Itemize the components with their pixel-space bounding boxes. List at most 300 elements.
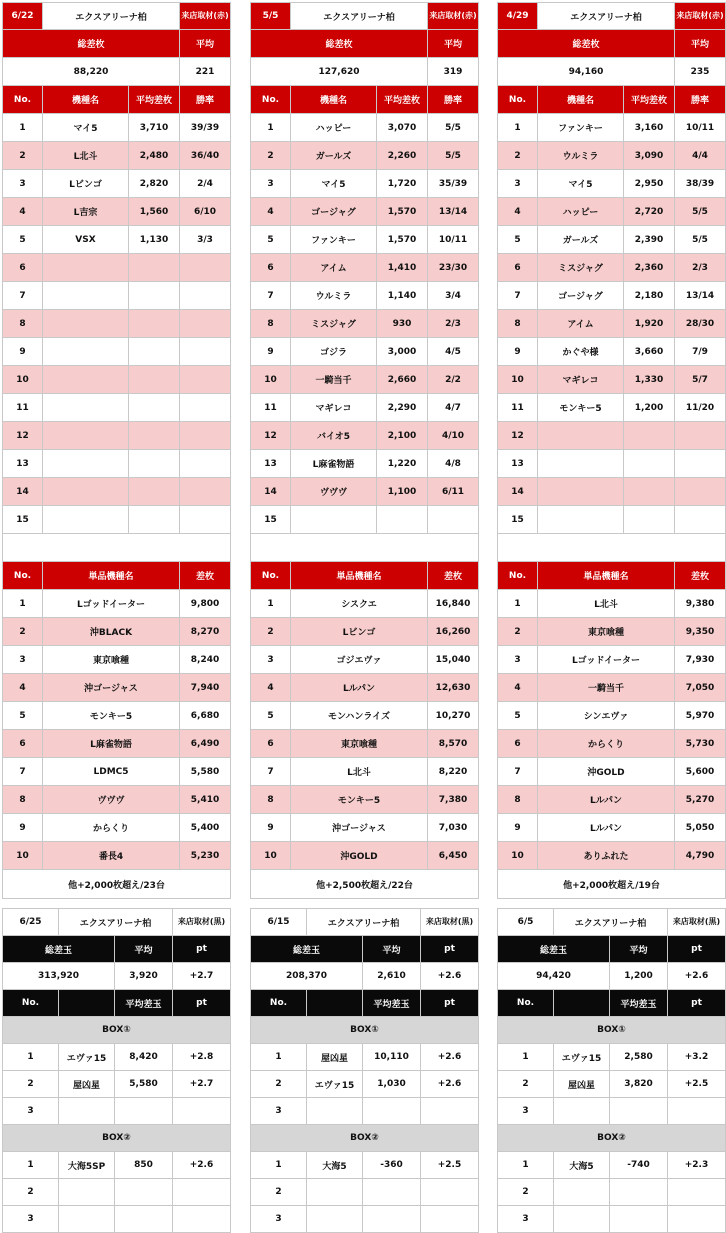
- avg-diff: [363, 1098, 421, 1125]
- machine-name: Lゴッドイーター: [43, 590, 180, 618]
- summary-header-row: [498, 30, 726, 58]
- summary-row: [251, 963, 479, 990]
- rank-no: 1: [251, 1152, 307, 1179]
- machine-row: [251, 506, 479, 534]
- diff-value: 6,490: [180, 730, 231, 758]
- pt-value: +2.5: [421, 1152, 479, 1179]
- total-diff-value: 208,370: [251, 963, 363, 990]
- report-date: 6/5: [498, 909, 554, 936]
- machine-row: [498, 338, 726, 366]
- column-header: No.: [498, 990, 554, 1017]
- avg-diff: [115, 1098, 173, 1125]
- column-header: 単品機種名: [291, 562, 428, 590]
- rank-no: 9: [498, 814, 538, 842]
- column-header-row: [251, 86, 479, 114]
- rank-no: 10: [498, 366, 538, 394]
- diff-value: 12,630: [428, 674, 479, 702]
- machine-name: ありふれた: [538, 842, 675, 870]
- avg-header: 平均: [675, 30, 726, 58]
- single-machine-row: [251, 590, 479, 618]
- rank-no: 8: [251, 310, 291, 338]
- avg-diff: [129, 450, 180, 478]
- machine-row: [251, 310, 479, 338]
- machine-row: [498, 226, 726, 254]
- column-header: No.: [3, 86, 43, 114]
- machine-name: バイオ5: [291, 422, 377, 450]
- rank-no: 7: [251, 758, 291, 786]
- machine-row: [251, 366, 479, 394]
- machine-name: LDMC5: [43, 758, 180, 786]
- column-header: 平均差玉: [610, 990, 668, 1017]
- machine-name: L北斗: [291, 758, 428, 786]
- machine-name: [59, 1098, 115, 1125]
- rank-no: 4: [498, 674, 538, 702]
- avg-diff: 1,140: [377, 282, 428, 310]
- rank-no: 6: [3, 254, 43, 282]
- machine-name: シスクエ: [291, 590, 428, 618]
- win-rate: 10/11: [428, 226, 479, 254]
- machine-name: [43, 310, 129, 338]
- machine-name: からくり: [538, 730, 675, 758]
- machine-name: [43, 366, 129, 394]
- total-diff-value: 94,420: [498, 963, 610, 990]
- total-diff-value: 313,920: [3, 963, 115, 990]
- rank-no: 4: [3, 674, 43, 702]
- machine-name: ファンキー: [291, 226, 377, 254]
- avg-diff: 3,090: [624, 142, 675, 170]
- pt-value: +2.6: [421, 1044, 479, 1071]
- spacer: [251, 534, 479, 562]
- machine-name: ハッピー: [291, 114, 377, 142]
- single-header-row: [251, 562, 479, 590]
- total-diff-header: 総差玉: [251, 936, 363, 963]
- diff-value: 9,380: [675, 590, 726, 618]
- column-header: 差枚: [675, 562, 726, 590]
- rank-no: 14: [3, 478, 43, 506]
- rank-no: 3: [498, 1206, 554, 1233]
- machine-name: 東京喰種: [538, 618, 675, 646]
- box-row: [3, 1071, 231, 1098]
- machine-name: [291, 506, 377, 534]
- rank-no: 9: [251, 338, 291, 366]
- rank-no: 3: [3, 646, 43, 674]
- column-header: [59, 990, 115, 1017]
- rank-no: 13: [251, 450, 291, 478]
- machine-name: ウルミラ: [291, 282, 377, 310]
- rank-no: 3: [498, 170, 538, 198]
- machine-row: [3, 506, 231, 534]
- diff-value: 15,040: [428, 646, 479, 674]
- avg-diff: [129, 282, 180, 310]
- pt-value: [668, 1206, 726, 1233]
- machine-row: [498, 310, 726, 338]
- single-machine-row: [251, 618, 479, 646]
- rank-no: 5: [251, 226, 291, 254]
- column-header: 平均差枚: [377, 86, 428, 114]
- box-row: [3, 1152, 231, 1179]
- machine-name: [43, 282, 129, 310]
- summary-row: [498, 963, 726, 990]
- machine-row: [3, 282, 231, 310]
- machine-name: 屋凶星: [554, 1071, 610, 1098]
- diff-value: 7,380: [428, 786, 479, 814]
- single-machine-row: [3, 702, 231, 730]
- coverage-badge: 来店取材(赤): [428, 3, 479, 30]
- store-name: エクスアリーナ柏: [291, 3, 428, 30]
- machine-name: [554, 1179, 610, 1206]
- machine-row: [498, 422, 726, 450]
- total-diff-header: 総差玉: [3, 936, 115, 963]
- spacer: [3, 534, 231, 562]
- rank-no: 3: [3, 1098, 59, 1125]
- single-machine-row: [3, 786, 231, 814]
- rank-no: 11: [498, 394, 538, 422]
- rank-no: 2: [251, 618, 291, 646]
- box-row: [3, 1098, 231, 1125]
- rank-no: 4: [3, 198, 43, 226]
- diff-value: 4,790: [675, 842, 726, 870]
- avg-diff: 1,560: [129, 198, 180, 226]
- total-diff-header: 総差玉: [498, 936, 610, 963]
- diff-value: 10,270: [428, 702, 479, 730]
- machine-row: [251, 226, 479, 254]
- machine-name: Lルパン: [291, 674, 428, 702]
- rank-no: 3: [251, 646, 291, 674]
- box-header-row: [498, 1125, 726, 1152]
- machine-row: [251, 254, 479, 282]
- machine-name: 屋凶星: [59, 1071, 115, 1098]
- column-header: 勝率: [428, 86, 479, 114]
- total-diff-header: 総差枚: [498, 30, 675, 58]
- avg-diff: [129, 338, 180, 366]
- win-rate: [675, 422, 726, 450]
- column-header: 機種名: [291, 86, 377, 114]
- win-rate: [428, 506, 479, 534]
- box-panel-2: [250, 908, 478, 1233]
- diff-value: 5,410: [180, 786, 231, 814]
- machine-row: [251, 450, 479, 478]
- rank-no: 10: [3, 366, 43, 394]
- pt-value: +2.6: [421, 1071, 479, 1098]
- coverage-badge: 来店取材(黒): [173, 909, 231, 936]
- total-diff-value: 127,620: [251, 58, 428, 86]
- column-header-row: [498, 990, 726, 1017]
- footer-note: 他+2,000枚超え/19台: [498, 870, 726, 899]
- win-rate: 4/10: [428, 422, 479, 450]
- machine-name: [538, 506, 624, 534]
- column-header: pt: [421, 990, 479, 1017]
- win-rate: [180, 450, 231, 478]
- summary-row: [251, 58, 479, 86]
- machine-row: [251, 338, 479, 366]
- pt-value: [173, 1179, 231, 1206]
- machine-name: Lルパン: [538, 814, 675, 842]
- pt-value: +2.5: [668, 1071, 726, 1098]
- avg-diff: 1,220: [377, 450, 428, 478]
- rank-no: 1: [251, 114, 291, 142]
- machine-name: モンキー5: [43, 702, 180, 730]
- win-rate: 5/7: [675, 366, 726, 394]
- machine-name: 沖ゴージャス: [291, 814, 428, 842]
- pt-value: +2.6: [668, 963, 726, 990]
- avg-diff: 1,130: [129, 226, 180, 254]
- report-date: 4/29: [498, 3, 538, 30]
- machine-name: エヴァ15: [307, 1071, 363, 1098]
- machine-name: [59, 1179, 115, 1206]
- machine-row: [251, 114, 479, 142]
- machine-row: [3, 394, 231, 422]
- pt-value: [421, 1179, 479, 1206]
- diff-value: 7,050: [675, 674, 726, 702]
- rank-no: 10: [251, 842, 291, 870]
- rank-no: 2: [498, 618, 538, 646]
- coverage-badge: 来店取材(赤): [675, 3, 726, 30]
- avg-diff: -740: [610, 1152, 668, 1179]
- avg-diff: 1,570: [377, 198, 428, 226]
- footer-row: [251, 870, 479, 899]
- box-header-row: [498, 1017, 726, 1044]
- pt-value: [421, 1098, 479, 1125]
- column-header: No.: [251, 562, 291, 590]
- total-diff-header: 総差枚: [251, 30, 428, 58]
- machine-row: [498, 198, 726, 226]
- rank-no: 5: [3, 702, 43, 730]
- column-header: 機種名: [538, 86, 624, 114]
- machine-name: アイム: [291, 254, 377, 282]
- avg-diff: [129, 310, 180, 338]
- avg-diff: [115, 1206, 173, 1233]
- box-row: [498, 1098, 726, 1125]
- win-rate: 13/14: [675, 282, 726, 310]
- column-header: 平均差枚: [624, 86, 675, 114]
- total-diff-value: 94,160: [498, 58, 675, 86]
- pt-value: [668, 1098, 726, 1125]
- single-machine-row: [498, 702, 726, 730]
- total-diff-value: 88,220: [3, 58, 180, 86]
- single-machine-row: [251, 702, 479, 730]
- avg-diff: [129, 422, 180, 450]
- machine-name: マイ5: [43, 114, 129, 142]
- box-row: [251, 1152, 479, 1179]
- machine-name: Lルパン: [538, 786, 675, 814]
- avg-diff: [377, 506, 428, 534]
- single-header-row: [498, 562, 726, 590]
- box-header-row: [251, 1017, 479, 1044]
- box-row: [3, 1044, 231, 1071]
- pt-value: +2.7: [173, 1071, 231, 1098]
- machine-name: 大海5SP: [59, 1152, 115, 1179]
- avg-diff: 10,110: [363, 1044, 421, 1071]
- summary-row: [498, 58, 726, 86]
- machine-name: ミスジャグ: [291, 310, 377, 338]
- pt-value: +2.6: [421, 963, 479, 990]
- machine-name: ファンキー: [538, 114, 624, 142]
- avg-diff: 2,390: [624, 226, 675, 254]
- machine-name: マイ5: [538, 170, 624, 198]
- diff-value: 16,260: [428, 618, 479, 646]
- machine-name: [43, 254, 129, 282]
- diff-value: 5,970: [675, 702, 726, 730]
- avg-diff: [624, 450, 675, 478]
- rank-no: 10: [498, 842, 538, 870]
- rank-no: 11: [251, 394, 291, 422]
- win-rate: 38/39: [675, 170, 726, 198]
- box-table: [250, 908, 479, 1233]
- rank-no: 2: [498, 142, 538, 170]
- store-name: エクスアリーナ柏: [43, 3, 180, 30]
- column-header: 勝率: [180, 86, 231, 114]
- column-header: 差枚: [428, 562, 479, 590]
- column-header: 単品機種名: [43, 562, 180, 590]
- rank-no: 3: [498, 1098, 554, 1125]
- avg-diff: 2,260: [377, 142, 428, 170]
- rank-no: 12: [3, 422, 43, 450]
- column-header-row: [3, 990, 231, 1017]
- avg-diff: [624, 506, 675, 534]
- avg-diff: -360: [363, 1152, 421, 1179]
- rank-no: 2: [251, 1071, 307, 1098]
- rank-no: 6: [498, 730, 538, 758]
- machine-name: ゴージャグ: [538, 282, 624, 310]
- machine-name: マギレコ: [291, 394, 377, 422]
- win-rate: [180, 506, 231, 534]
- win-rate: 35/39: [428, 170, 479, 198]
- machine-name: [307, 1206, 363, 1233]
- single-machine-row: [251, 786, 479, 814]
- title-row: [251, 909, 479, 936]
- machine-name: [554, 1098, 610, 1125]
- machine-row: [498, 142, 726, 170]
- win-rate: 5/5: [428, 114, 479, 142]
- box-row: [498, 1179, 726, 1206]
- diff-value: 7,940: [180, 674, 231, 702]
- avg-diff: [129, 394, 180, 422]
- win-rate: 2/3: [428, 310, 479, 338]
- avg-diff: 3,660: [624, 338, 675, 366]
- machine-row: [498, 254, 726, 282]
- single-machine-row: [251, 758, 479, 786]
- avg-header: 平均: [363, 936, 421, 963]
- single-machine-row: [3, 590, 231, 618]
- single-machine-row: [3, 674, 231, 702]
- machine-row: [251, 170, 479, 198]
- machine-name: [538, 450, 624, 478]
- avg-diff: 5,580: [115, 1071, 173, 1098]
- diff-value: 16,840: [428, 590, 479, 618]
- avg-diff: [129, 366, 180, 394]
- column-header: 差枚: [180, 562, 231, 590]
- rank-no: 14: [251, 478, 291, 506]
- rank-no: 2: [251, 142, 291, 170]
- single-machine-row: [3, 842, 231, 870]
- rank-no: 8: [251, 786, 291, 814]
- rank-no: 2: [251, 1179, 307, 1206]
- pt-value: [173, 1098, 231, 1125]
- box-table: [2, 908, 231, 1233]
- rank-no: 6: [251, 730, 291, 758]
- footer-row: [3, 870, 231, 899]
- store-name: エクスアリーナ柏: [59, 909, 173, 936]
- machine-name: 東京喰種: [43, 646, 180, 674]
- diff-value: 5,730: [675, 730, 726, 758]
- win-rate: 5/5: [675, 226, 726, 254]
- coverage-badge: 来店取材(黒): [668, 909, 726, 936]
- coverage-badge: 来店取材(黒): [421, 909, 479, 936]
- column-header: pt: [173, 990, 231, 1017]
- machine-name: 屋凶星: [307, 1044, 363, 1071]
- single-machine-row: [498, 590, 726, 618]
- machine-name: マギレコ: [538, 366, 624, 394]
- machine-name: かぐや様: [538, 338, 624, 366]
- single-machine-row: [3, 814, 231, 842]
- machine-name: L北斗: [538, 590, 675, 618]
- machine-row: [251, 198, 479, 226]
- avg-diff: 3,710: [129, 114, 180, 142]
- diff-value: 6,450: [428, 842, 479, 870]
- rank-no: 2: [3, 1071, 59, 1098]
- rank-no: 5: [3, 226, 43, 254]
- avg-diff: 2,950: [624, 170, 675, 198]
- rank-no: 2: [3, 142, 43, 170]
- avg-diff: [129, 254, 180, 282]
- machine-row: [498, 506, 726, 534]
- report-panel-2: [250, 2, 478, 899]
- pt-header: pt: [421, 936, 479, 963]
- machine-name: L北斗: [43, 142, 129, 170]
- rank-no: 9: [3, 338, 43, 366]
- box-header-row: [3, 1017, 231, 1044]
- rank-no: 10: [251, 366, 291, 394]
- box-row: [251, 1071, 479, 1098]
- ranking-table: [250, 2, 479, 899]
- machine-row: [3, 338, 231, 366]
- single-machine-row: [498, 758, 726, 786]
- diff-value: 9,350: [675, 618, 726, 646]
- machine-row: [498, 450, 726, 478]
- machine-name: シンエヴァ: [538, 702, 675, 730]
- rank-no: 6: [498, 254, 538, 282]
- avg-diff: 1,920: [624, 310, 675, 338]
- box-row: [251, 1179, 479, 1206]
- machine-row: [251, 478, 479, 506]
- avg-diff: 930: [377, 310, 428, 338]
- diff-value: 5,230: [180, 842, 231, 870]
- column-header: [307, 990, 363, 1017]
- diff-value: 8,570: [428, 730, 479, 758]
- avg-diff: 8,420: [115, 1044, 173, 1071]
- rank-no: 14: [498, 478, 538, 506]
- rank-no: 9: [251, 814, 291, 842]
- single-machine-row: [251, 674, 479, 702]
- rank-no: 12: [251, 422, 291, 450]
- single-machine-row: [251, 814, 479, 842]
- machine-name: 番長4: [43, 842, 180, 870]
- store-name: エクスアリーナ柏: [307, 909, 421, 936]
- machine-name: ウルミラ: [538, 142, 624, 170]
- box-row: [3, 1206, 231, 1233]
- machine-name: [43, 422, 129, 450]
- machine-name: 東京喰種: [291, 730, 428, 758]
- win-rate: [675, 478, 726, 506]
- box-table: [497, 908, 726, 1233]
- machine-row: [3, 422, 231, 450]
- single-machine-row: [3, 646, 231, 674]
- rank-no: 5: [498, 702, 538, 730]
- machine-name: モンキー5: [538, 394, 624, 422]
- win-rate: [180, 338, 231, 366]
- rank-no: 2: [3, 618, 43, 646]
- win-rate: [180, 310, 231, 338]
